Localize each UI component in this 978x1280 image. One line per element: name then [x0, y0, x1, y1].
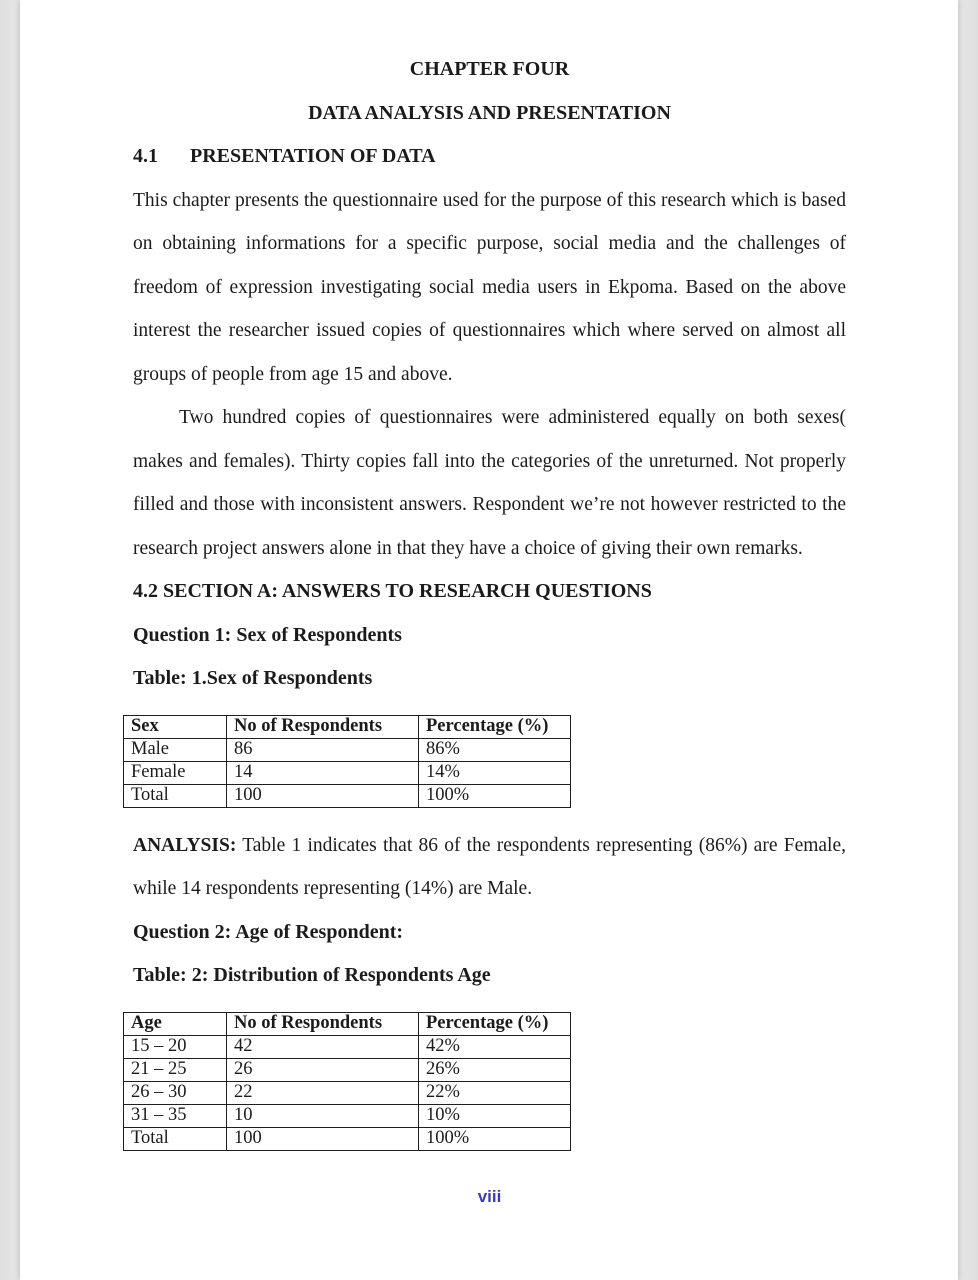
column-header: Sex [124, 715, 227, 738]
chapter-heading: CHAPTER FOUR [409, 58, 570, 80]
section-number: 4.1 [133, 145, 158, 167]
table-2-caption: Table: 2: Distribution of Respondents Age [133, 964, 491, 986]
table-cell: 42% [419, 1035, 571, 1058]
analysis-text: Table 1 indicates that 86 of the respondents representing (86%) are Female, while 14 respondents representing (14%) are Male. [133, 834, 846, 899]
section-4-2-heading: 4.2 SECTION A: ANSWERS TO RESEARCH QUESTIONS [133, 580, 652, 602]
paragraph-intro: This chapter presents the questionnaire used for the purpose of this research which is based on obtaining informations for a specific purpose, social media and the challenges of freedom of expression investigating social media users in Ekpoma. Based on the above interest the researcher issued copies of questionnaires which where served on almost all groups of people from age 15 and above. [133, 189, 846, 385]
column-header: Percentage (%) [419, 1012, 571, 1035]
paragraph-methodology: Two hundred copies of questionnaires were administered equally on both sexes( makes and females). Thirty copies fall into the categories of the unreturned. Not properly filled and those with inconsistent answers. Respondent we’re not however restricted to the research project answers alone in that they have a choice of giving their own remarks. [133, 407, 846, 559]
table-1-caption: Table: 1.Sex of Respondents [133, 667, 373, 689]
column-header: Age [124, 1012, 227, 1035]
table-header-row [124, 1012, 571, 1035]
table-cell: 14 [227, 761, 419, 784]
table-cell: 15 – 20 [124, 1035, 227, 1058]
table-cell: Total [124, 784, 227, 807]
analysis-label: ANALYSIS: [133, 834, 237, 856]
question-2-heading: Question 2: Age of Respondent: [133, 920, 404, 943]
table-cell: 42 [227, 1035, 419, 1058]
table-cell: 86 [227, 738, 419, 761]
table-cell: 10% [419, 1104, 571, 1127]
column-header: Percentage (%) [419, 715, 571, 738]
section-4-1-heading [133, 135, 846, 179]
table-cell: 22 [227, 1081, 419, 1104]
table-cell: 26% [419, 1058, 571, 1081]
column-header: No of Respondents [227, 715, 419, 738]
table-cell: Female [124, 761, 227, 784]
table-row [124, 1081, 571, 1104]
table-cell: 100 [227, 784, 419, 807]
table-row [124, 1058, 571, 1081]
document-page [20, 0, 958, 1280]
table-cell: 100% [419, 1127, 571, 1150]
table-cell: 26 [227, 1058, 419, 1081]
table-row [124, 784, 571, 807]
table-header-row [124, 715, 571, 738]
table-row [124, 738, 571, 761]
table-cell: Total [124, 1127, 227, 1150]
chapter-subheading: DATA ANALYSIS AND PRESENTATION [308, 101, 671, 124]
table-row [124, 1035, 571, 1058]
table-cell: 10 [227, 1104, 419, 1127]
table-cell: 14% [419, 761, 571, 784]
table-cell: 26 – 30 [124, 1081, 227, 1104]
question-1-heading: Question 1: Sex of Respondents [133, 623, 402, 646]
table-cell: Male [124, 738, 227, 761]
table-cell: 100% [419, 784, 571, 807]
table-cell: 22% [419, 1081, 571, 1104]
table-cell: 31 – 35 [124, 1104, 227, 1127]
table-sex-of-respondents [123, 715, 571, 808]
column-header: No of Respondents [227, 1012, 419, 1035]
table-row [124, 1104, 571, 1127]
table-cell: 100 [227, 1127, 419, 1150]
section-title: PRESENTATION OF DATA [190, 145, 436, 167]
page-number: viii [477, 1186, 502, 1206]
analysis-1-paragraph [133, 824, 846, 911]
table-row [124, 761, 571, 784]
page-content [20, 0, 958, 1209]
table-cell: 21 – 25 [124, 1058, 227, 1081]
table-distribution-of-respondents-age [123, 1012, 571, 1151]
table-row [124, 1127, 571, 1150]
table-cell: 86% [419, 738, 571, 761]
